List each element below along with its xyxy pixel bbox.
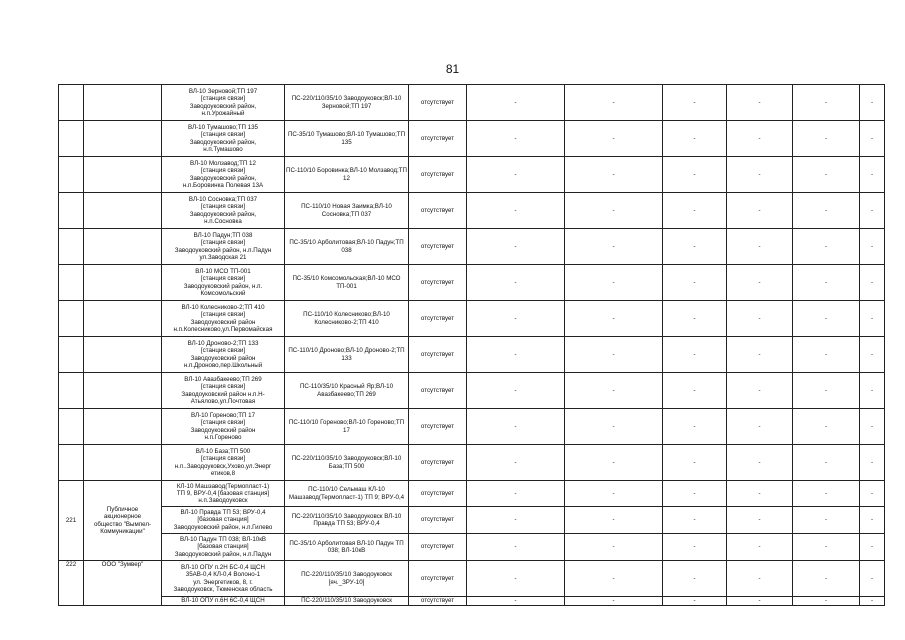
cell-c10: - xyxy=(860,193,885,229)
cell-c6: - xyxy=(565,157,663,193)
table-row xyxy=(59,561,885,597)
cell-c8: - xyxy=(727,534,793,561)
cell-status: отсутствует xyxy=(409,445,467,481)
cell-c8: - xyxy=(727,597,793,606)
cell-organization: Публичное акционерное общество "Вымпел- Коммуникации" xyxy=(84,481,162,561)
cell-c6: - xyxy=(565,301,663,337)
cell-c9: - xyxy=(793,481,860,507)
cell-organization: ООО "Зумвер" xyxy=(84,561,162,606)
cell-c6: - xyxy=(565,337,663,373)
cell-status: отсутствует xyxy=(409,229,467,265)
cell-source: ПС-35/10 Арболитовая;ВЛ-10 Падун;ТП 038 xyxy=(285,229,409,265)
cell-c5: - xyxy=(467,409,565,445)
cell-c9: - xyxy=(793,534,860,561)
cell-c9: - xyxy=(793,597,860,606)
cell-source: ПС-110/10 Новая Заимка;ВЛ-10 Сосновка;ТП 037 xyxy=(285,193,409,229)
cell-c5: - xyxy=(467,193,565,229)
cell-number xyxy=(59,337,84,373)
cell-line: ВЛ-10 Колесниково-2;ТП 410 [станция связи] Заводоуковский район н.п.Колесниково,ул.Первомайская xyxy=(162,301,285,337)
cell-c5: - xyxy=(467,85,565,121)
data-table xyxy=(58,84,885,606)
cell-c6: - xyxy=(565,121,663,157)
cell-c5: - xyxy=(467,481,565,507)
cell-source: ПС-35/10 Комсомольская;ВЛ-10 МСО ТП-001 xyxy=(285,265,409,301)
cell-line: ВЛ-10 Падун;ТП 038 [станция связи] Заводоуковский район, н.п.Падун ул.Заводская 21 xyxy=(162,229,285,265)
cell-source: ПС-220/110/35/10 Заводоуковск ВЛ-10 Правда ТП 53; ВРУ-0,4 xyxy=(285,507,409,534)
cell-c5: - xyxy=(467,561,565,597)
cell-status: отсутствует xyxy=(409,597,467,606)
cell-c9: - xyxy=(793,337,860,373)
table-row xyxy=(59,534,885,561)
cell-organization xyxy=(84,157,162,193)
cell-status: отсутствует xyxy=(409,157,467,193)
cell-c5: - xyxy=(467,265,565,301)
cell-c10: - xyxy=(860,561,885,597)
cell-c8: - xyxy=(727,507,793,534)
table-row xyxy=(59,229,885,265)
cell-organization xyxy=(84,301,162,337)
cell-c10: - xyxy=(860,409,885,445)
cell-organization xyxy=(84,337,162,373)
cell-c10: - xyxy=(860,229,885,265)
cell-c6: - xyxy=(565,507,663,534)
cell-number: 222 xyxy=(59,561,84,606)
cell-c7: - xyxy=(663,193,727,229)
cell-c9: - xyxy=(793,157,860,193)
table-row xyxy=(59,121,885,157)
cell-c10: - xyxy=(860,445,885,481)
cell-status: отсутствует xyxy=(409,481,467,507)
table-row xyxy=(59,337,885,373)
table-row xyxy=(59,193,885,229)
cell-c8: - xyxy=(727,157,793,193)
cell-status: отсутствует xyxy=(409,561,467,597)
cell-number: 221 xyxy=(59,481,84,561)
cell-c10: - xyxy=(860,301,885,337)
cell-organization xyxy=(84,121,162,157)
cell-c8: - xyxy=(727,193,793,229)
cell-c9: - xyxy=(793,121,860,157)
cell-c8: - xyxy=(727,373,793,409)
cell-c9: - xyxy=(793,229,860,265)
cell-c5: - xyxy=(467,445,565,481)
cell-c7: - xyxy=(663,373,727,409)
cell-c5: - xyxy=(467,229,565,265)
cell-source: ПС-110/10 Гореново;ВЛ-10 Гореново;ТП 17 xyxy=(285,409,409,445)
cell-number xyxy=(59,301,84,337)
cell-c10: - xyxy=(860,85,885,121)
cell-c6: - xyxy=(565,85,663,121)
cell-c10: - xyxy=(860,265,885,301)
cell-c10: - xyxy=(860,507,885,534)
cell-c9: - xyxy=(793,265,860,301)
cell-source: ПС-110/10 Колесниково;ВЛ-10 Колесниково-2;ТП 410 xyxy=(285,301,409,337)
cell-organization xyxy=(84,265,162,301)
table-row xyxy=(59,301,885,337)
table-row xyxy=(59,265,885,301)
cell-c5: - xyxy=(467,301,565,337)
cell-line: ВЛ-10 Тумашово;ТП 135 [станция связи] Заводоуковский район, н.п.Тумашово xyxy=(162,121,285,157)
cell-c7: - xyxy=(663,534,727,561)
cell-c6: - xyxy=(565,534,663,561)
table-row xyxy=(59,445,885,481)
cell-source: ПС-110/10 Боровинка;ВЛ-10 Молзавод;ТП 12 xyxy=(285,157,409,193)
cell-c5: - xyxy=(467,373,565,409)
cell-organization xyxy=(84,229,162,265)
cell-c9: - xyxy=(793,85,860,121)
cell-c5: - xyxy=(467,157,565,193)
cell-c10: - xyxy=(860,373,885,409)
cell-status: отсутствует xyxy=(409,373,467,409)
cell-status: отсутствует xyxy=(409,301,467,337)
cell-c5: - xyxy=(467,597,565,606)
cell-c8: - xyxy=(727,265,793,301)
cell-c9: - xyxy=(793,373,860,409)
cell-c8: - xyxy=(727,121,793,157)
cell-organization xyxy=(84,193,162,229)
cell-line: ВЛ-10 Дроново-2;ТП 133 [станция связи] Заводоуковский район н.п.Дроново,пер.Школьный xyxy=(162,337,285,373)
cell-c10: - xyxy=(860,481,885,507)
cell-organization xyxy=(84,373,162,409)
cell-line: КЛ-10 Машзавод(Термопласт-1) ТП 9, ВРУ-0,4 [базовая станция] н.п.Заводоуковск xyxy=(162,481,285,507)
cell-status: отсутствует xyxy=(409,409,467,445)
cell-c10: - xyxy=(860,337,885,373)
cell-number xyxy=(59,265,84,301)
cell-c6: - xyxy=(565,229,663,265)
cell-status: отсутствует xyxy=(409,193,467,229)
cell-c5: - xyxy=(467,337,565,373)
cell-c7: - xyxy=(663,85,727,121)
cell-c7: - xyxy=(663,265,727,301)
table-row xyxy=(59,85,885,121)
cell-c9: - xyxy=(793,193,860,229)
cell-c9: - xyxy=(793,507,860,534)
cell-c7: - xyxy=(663,409,727,445)
cell-c9: - xyxy=(793,409,860,445)
cell-organization xyxy=(84,409,162,445)
cell-source: ПС-220/110/35/10 Заводоуковск xyxy=(285,597,409,606)
cell-c8: - xyxy=(727,481,793,507)
cell-status: отсутствует xyxy=(409,337,467,373)
table-row xyxy=(59,409,885,445)
cell-line: ВЛ-10 Молзавод;ТП 12 [станция связи] Заводоуковский район, н.п.Боровинка Полевая 13А xyxy=(162,157,285,193)
cell-c7: - xyxy=(663,301,727,337)
cell-c7: - xyxy=(663,561,727,597)
cell-number xyxy=(59,373,84,409)
cell-organization xyxy=(84,445,162,481)
cell-c5: - xyxy=(467,534,565,561)
cell-c8: - xyxy=(727,337,793,373)
cell-c9: - xyxy=(793,445,860,481)
cell-line: ВЛ-10 МСО ТП-001 [станция связи] Заводоуковский район, н.п. Комсомольский xyxy=(162,265,285,301)
cell-number xyxy=(59,193,84,229)
cell-c10: - xyxy=(860,597,885,606)
cell-status: отсутствует xyxy=(409,507,467,534)
cell-c7: - xyxy=(663,507,727,534)
cell-c7: - xyxy=(663,337,727,373)
cell-line: ВЛ-10 Авазбакеево;ТП 269 [станция связи] Заводоуковский район н.п.Н- Атьялово,ул.Почтовая xyxy=(162,373,285,409)
cell-c6: - xyxy=(565,597,663,606)
page-number: 81 xyxy=(445,62,460,76)
cell-c8: - xyxy=(727,301,793,337)
cell-line: ВЛ-10 ОПУ п.2Н БС-0,4 ЩСН 35АВ-0,4 КЛ-0,4 Волоно-1 ул. Энергетиков, 8, г. Заводоуковск, Тюменская область xyxy=(162,561,285,597)
table-row xyxy=(59,373,885,409)
cell-c7: - xyxy=(663,157,727,193)
cell-number xyxy=(59,229,84,265)
cell-c7: - xyxy=(663,229,727,265)
cell-line: ВЛ-10 Падун ТП 038; ВЛ-10кВ [базовая станция] Заводоуковский район, н.п.Падун xyxy=(162,534,285,561)
cell-line: ВЛ-10 Гореново;ТП 17 [станция связи] Заводоуковский район н.п.Гореново xyxy=(162,409,285,445)
cell-organization xyxy=(84,85,162,121)
cell-source: ПС-220/110/35/10 Заводоуковск [яч._ЗРУ-10] xyxy=(285,561,409,597)
cell-line: ВЛ-10 Зерновой;ТП 197 [станция связи] Заводоуковский район, н.п.Урожайный xyxy=(162,85,285,121)
cell-c8: - xyxy=(727,85,793,121)
cell-status: отсутствует xyxy=(409,265,467,301)
cell-source: ПС-110/10 Сельмаш КЛ-10 Машзавод(Термопласт-1) ТП 9; ВРУ-0,4 xyxy=(285,481,409,507)
cell-c5: - xyxy=(467,507,565,534)
cell-c7: - xyxy=(663,445,727,481)
cell-c9: - xyxy=(793,561,860,597)
cell-status: отсутствует xyxy=(409,85,467,121)
cell-status: отсутствует xyxy=(409,121,467,157)
table-row xyxy=(59,157,885,193)
cell-line: ВЛ-10 Сосновка;ТП 037 [станция связи] Заводоуковский район, н.п.Сосновка xyxy=(162,193,285,229)
cell-c6: - xyxy=(565,445,663,481)
cell-number xyxy=(59,85,84,121)
cell-number xyxy=(59,121,84,157)
cell-source: ПС-35/10 Тумашово;ВЛ-10 Тумашово;ТП 135 xyxy=(285,121,409,157)
cell-c6: - xyxy=(565,561,663,597)
cell-c10: - xyxy=(860,534,885,561)
cell-c5: - xyxy=(467,121,565,157)
table-row xyxy=(59,481,885,507)
cell-c7: - xyxy=(663,121,727,157)
cell-c9: - xyxy=(793,301,860,337)
cell-line: ВЛ-10 ОПУ п.6Н 6С-0,4 ЩСН xyxy=(162,597,285,606)
cell-number xyxy=(59,409,84,445)
cell-number xyxy=(59,157,84,193)
cell-source: ПС-110/35/10 Красный Яр;ВЛ-10 Авазбакеево;ТП 269 xyxy=(285,373,409,409)
cell-c8: - xyxy=(727,409,793,445)
cell-source: ПС-220/110/35/10 Заводоуковск;ВЛ-10 База;ТП 500 xyxy=(285,445,409,481)
cell-c8: - xyxy=(727,445,793,481)
cell-c6: - xyxy=(565,265,663,301)
cell-c8: - xyxy=(727,561,793,597)
table-row xyxy=(59,597,885,606)
cell-c10: - xyxy=(860,157,885,193)
cell-line: ВЛ-10 Правда ТП 53; ВРУ-0,4 [базовая станция] Заводоуковский район, н.п.Гилево xyxy=(162,507,285,534)
cell-c6: - xyxy=(565,373,663,409)
cell-line: ВЛ-10 База;ТП 500 [станция связи] н.п..Заводоуковск,Ухово,ул.Энерг етиков,8 xyxy=(162,445,285,481)
cell-c8: - xyxy=(727,229,793,265)
cell-c6: - xyxy=(565,193,663,229)
cell-c6: - xyxy=(565,481,663,507)
cell-source: ПС-220/110/35/10 Заводоуковск;ВЛ-10 Зерновой;ТП 197 xyxy=(285,85,409,121)
cell-c10: - xyxy=(860,121,885,157)
table-row xyxy=(59,507,885,534)
cell-c7: - xyxy=(663,597,727,606)
cell-source: ПС-110/10 Дроново;ВЛ-10 Дроново-2;ТП 133 xyxy=(285,337,409,373)
cell-c7: - xyxy=(663,481,727,507)
cell-c6: - xyxy=(565,409,663,445)
cell-number xyxy=(59,445,84,481)
cell-source: ПС-35/10 Арболитовая ВЛ-10 Падун ТП 038; ВЛ-10кВ xyxy=(285,534,409,561)
cell-status: отсутствует xyxy=(409,534,467,561)
